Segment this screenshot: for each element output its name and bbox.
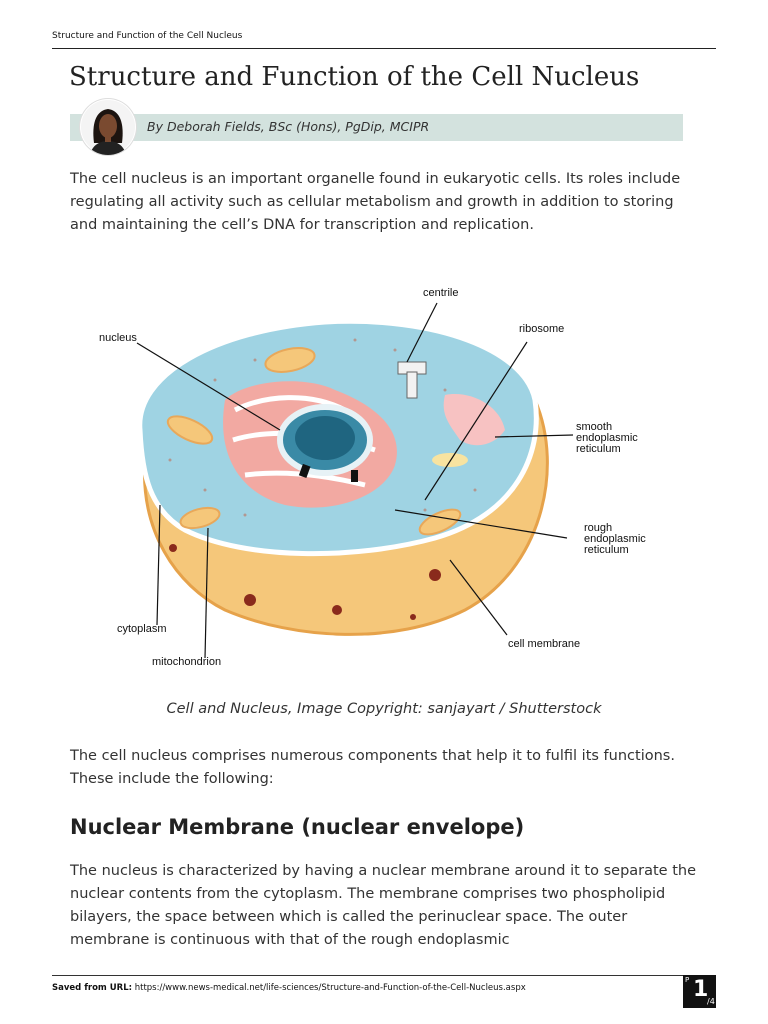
- author-photo-icon: [80, 99, 136, 155]
- label-nucleus: nucleus: [99, 332, 137, 344]
- label-smooth-er-1: smooth: [576, 421, 613, 433]
- cell-diagram: [95, 280, 675, 675]
- footer-divider: [52, 975, 684, 976]
- figure-caption: Cell and Nucleus, Image Copyright: sanjayart / Shutterstock: [166, 701, 602, 717]
- page-indicator: [683, 975, 716, 1008]
- cell-illustration: [95, 280, 675, 675]
- label-rough-er-1: rough: [584, 522, 613, 534]
- components-paragraph: The cell nucleus comprises numerous components that help it to fulfil its functions. These include the following:: [70, 748, 675, 787]
- membrane-paragraph: The nucleus is characterized by having a nuclear membrane around it to separate the nuclear contents from the cytoplasm. The membrane comprises two phospholipid bilayers, the space between which is called the perinuclear space. The outer membrane is continuous with that of the rough endoplasmic: [70, 863, 697, 948]
- page-title: Structure and Function of the Cell Nucleus: [69, 62, 640, 92]
- section-heading: Nuclear Membrane (nuclear envelope): [70, 815, 525, 839]
- label-ribosome: ribosome: [519, 323, 565, 335]
- page-prefix: P: [685, 976, 690, 984]
- intro-paragraph: The cell nucleus is an important organelle found in eukaryotic cells. Its roles include regulating all activity such as cellular metabolism and growth in addition to storing and maintaining the cell’s DNA for transcription and replication.: [70, 171, 681, 233]
- page-total: /4: [707, 997, 715, 1006]
- label-rough-er-2: endoplasmic: [584, 533, 646, 545]
- page-number: 1: [693, 977, 709, 1002]
- label-rough-er-3: reticulum: [584, 544, 629, 556]
- label-mitochondrion: mitochondrion: [152, 656, 222, 668]
- running-header: Structure and Function of the Cell Nucleus: [52, 31, 243, 41]
- header-divider: [52, 48, 716, 49]
- label-cytoplasm: cytoplasm: [117, 623, 167, 635]
- source-url[interactable]: https://www.news-medical.net/life-sciences/Structure-and-Function-of-the-Cell-Nucleus.aspx: [134, 983, 526, 993]
- label-smooth-er-2: endoplasmic: [576, 432, 638, 444]
- author-avatar: [80, 99, 136, 155]
- saved-label: Saved from URL:: [52, 983, 133, 993]
- label-centrile: centrile: [423, 287, 459, 299]
- footer-source: [52, 983, 526, 993]
- label-cell-membrane: cell membrane: [508, 638, 581, 650]
- author-byline: By Deborah Fields, BSc (Hons), PgDip, MCIPR: [147, 119, 430, 134]
- label-smooth-er-3: reticulum: [576, 443, 621, 455]
